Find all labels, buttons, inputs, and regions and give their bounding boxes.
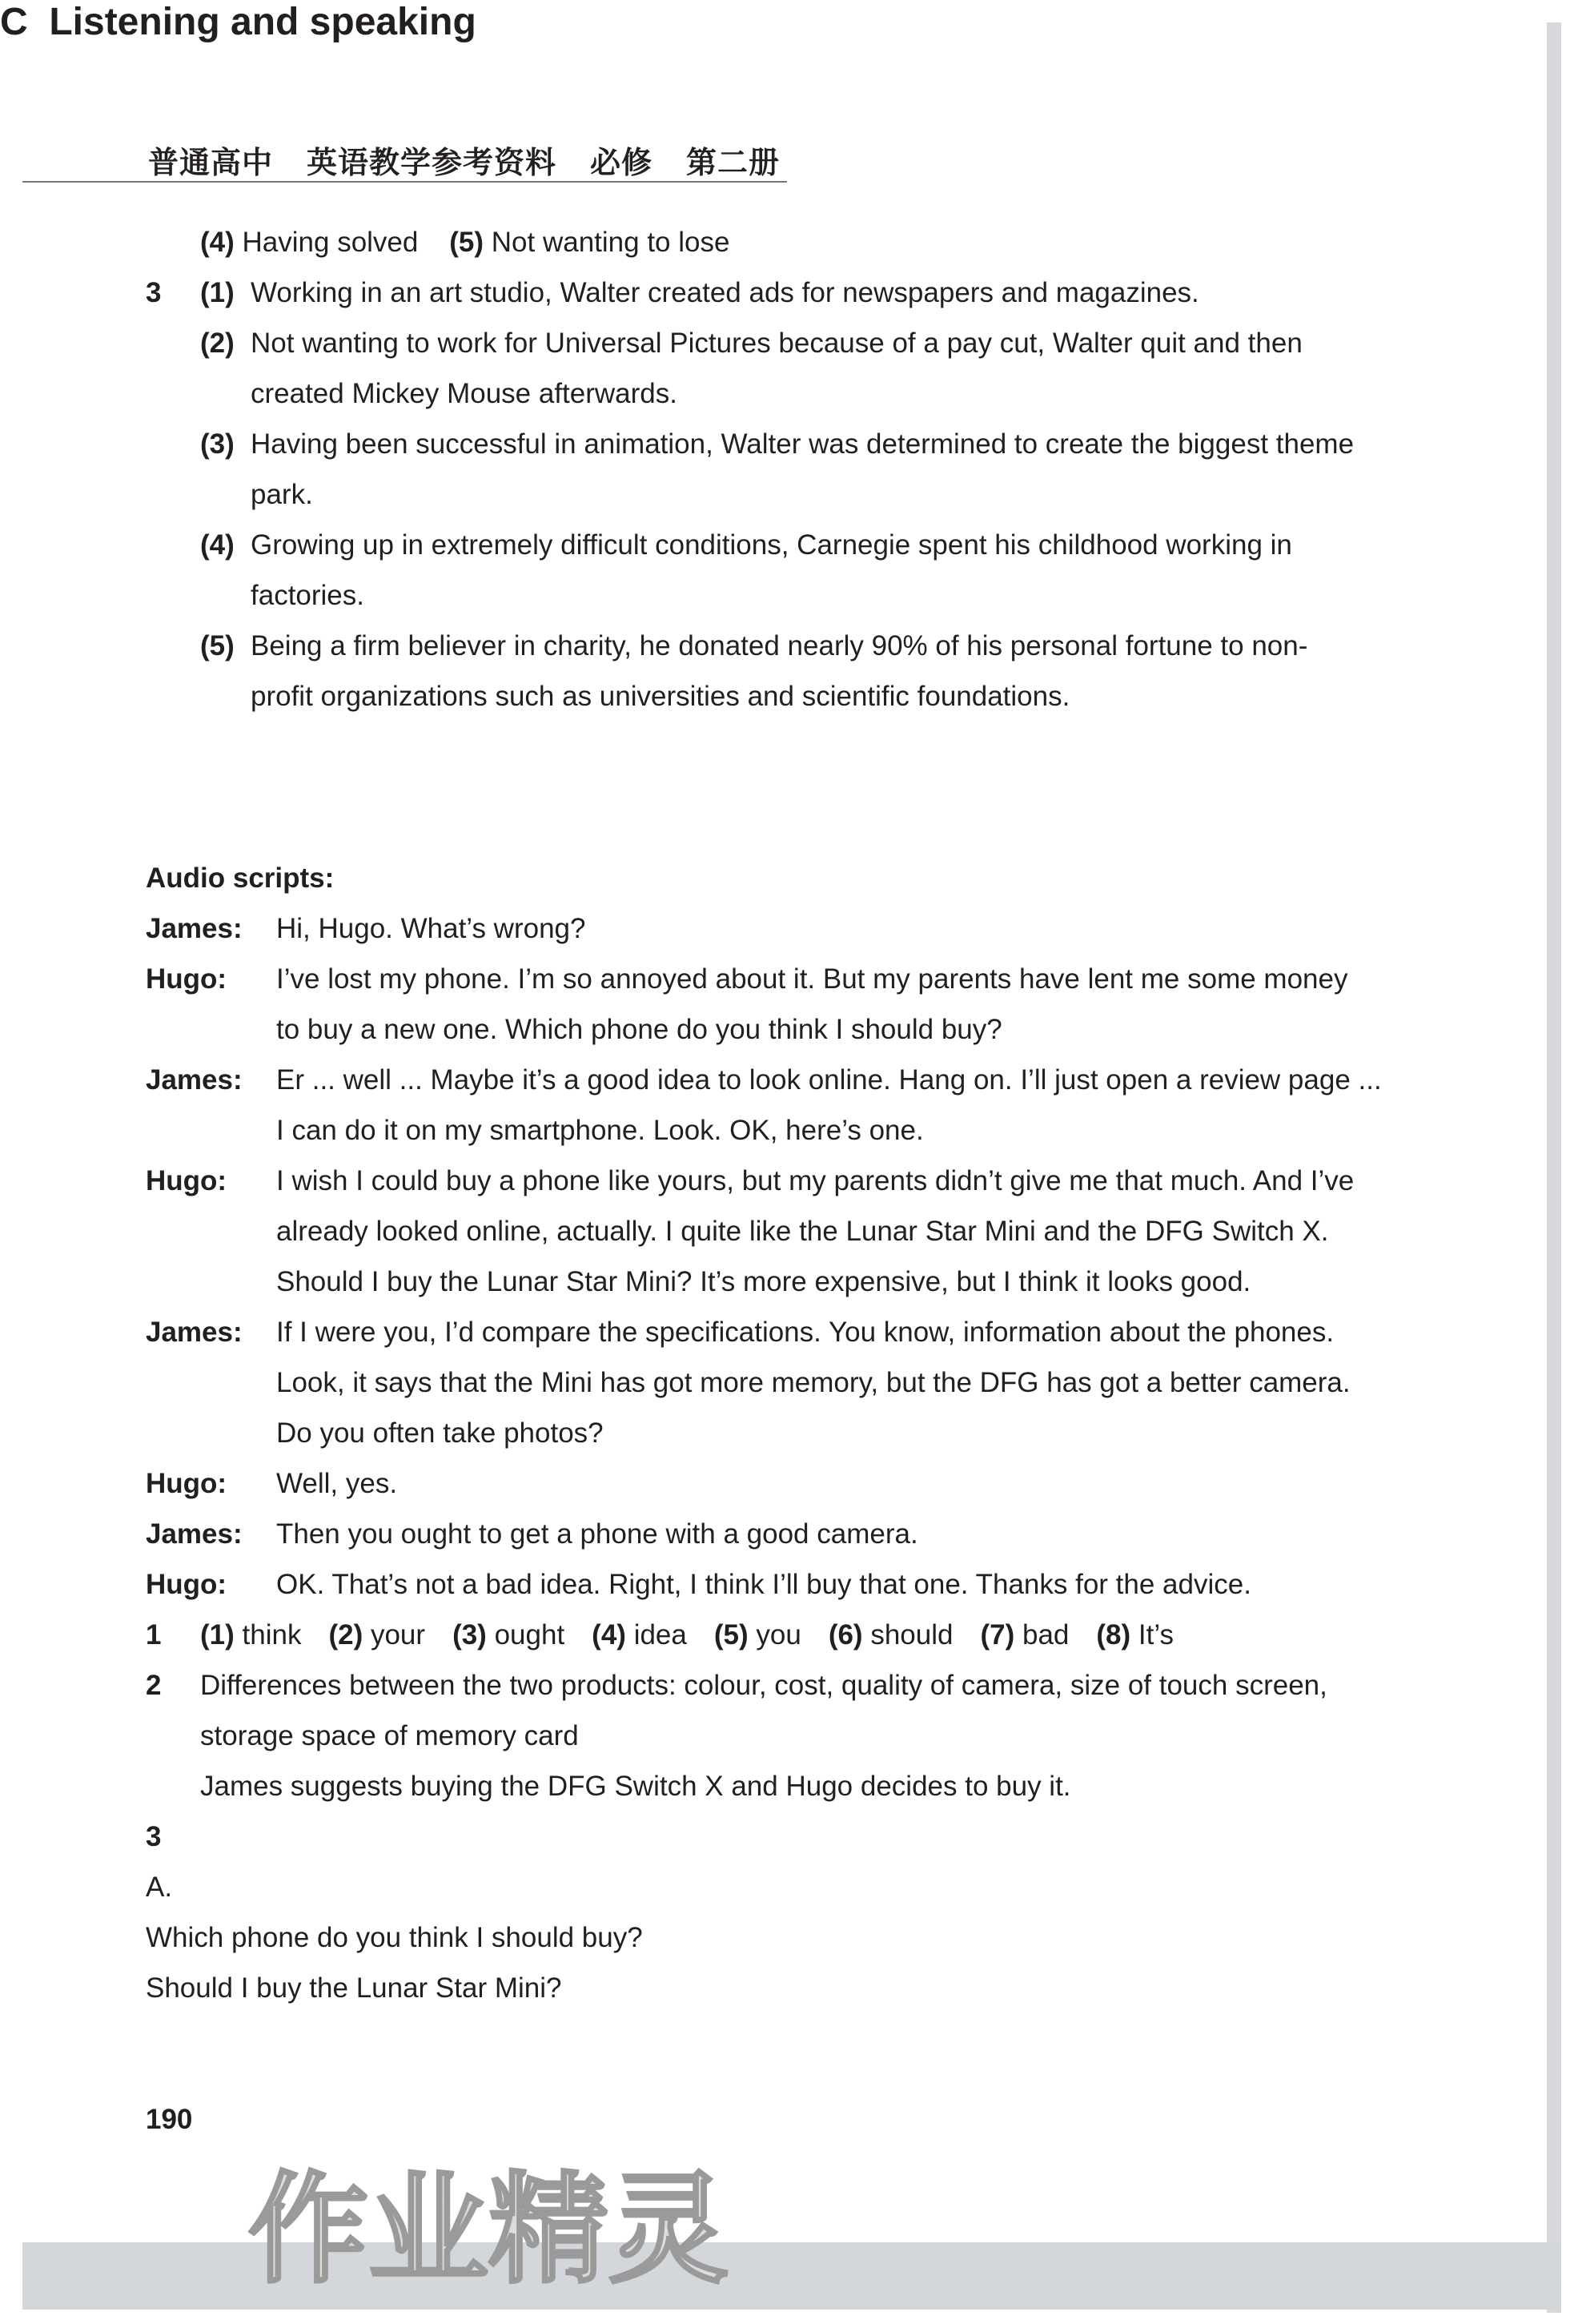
header-part: 第二册: [686, 144, 781, 180]
text: park.: [251, 479, 313, 510]
item-label: (4): [592, 1619, 626, 1651]
dialogue-line: [276, 1509, 918, 1559]
item-label: (6): [828, 1619, 863, 1651]
speaker: Hugo:: [146, 963, 227, 995]
header-rule: [22, 181, 787, 183]
item-label: (5): [449, 227, 484, 258]
answer-line: [251, 520, 1292, 570]
answer-line: [251, 419, 1354, 469]
text: Well, yes.: [276, 1468, 398, 1499]
text: A.: [146, 1872, 173, 1903]
text: I’ve lost my phone. I’m so annoyed about it. But my parents have lent me some money: [276, 963, 1348, 995]
answer-line: [251, 368, 677, 419]
speaker: [146, 903, 243, 954]
item-label: (1): [200, 277, 235, 308]
dialogue-line: [276, 1559, 1251, 1610]
exercise-number: [146, 1811, 161, 1862]
text: Which phone do you think I should buy?: [146, 1922, 643, 1953]
speaker: [146, 1458, 227, 1509]
text: Having solved: [242, 227, 419, 258]
exercise-number: 3: [146, 277, 162, 308]
dialogue-line: [276, 1105, 924, 1156]
item-label: (4): [200, 227, 235, 258]
item-label: (3): [452, 1619, 487, 1651]
answer: think: [242, 1619, 302, 1651]
text: James suggests buying the DFG Switch X and Hugo decides to buy it.: [200, 1771, 1071, 1802]
section-letter: C: [0, 1, 28, 43]
item-label: (5): [200, 630, 235, 661]
speaker: [146, 1055, 243, 1105]
answer-line: [251, 318, 1303, 368]
text: Should I buy the Lunar Star Mini?: [146, 1972, 562, 2004]
answer-row: [146, 1610, 1201, 1660]
item-label: (7): [980, 1619, 1015, 1651]
answer-line: [251, 621, 1307, 671]
text: Working in an art studio, Walter created ads for newspapers and magazines.: [251, 277, 1199, 308]
text: Differences between the two products: colour, cost, quality of camera, size of touch screen,: [200, 1670, 1327, 1701]
item-label: [200, 419, 235, 469]
header-part: 普通高中: [148, 144, 274, 180]
answer: ought: [494, 1619, 565, 1651]
answer: bad: [1022, 1619, 1070, 1651]
speaker: [146, 1307, 243, 1357]
text: Look, it says that the Mini has got more memory, but the DFG has got a better camera.: [276, 1367, 1351, 1398]
speaker: [146, 1509, 243, 1559]
speaker: James:: [146, 1064, 243, 1096]
item-label: (1): [200, 1619, 235, 1651]
exercise-number: [146, 267, 161, 318]
text: I can do it on my smartphone. Look. OK, here’s one.: [276, 1115, 924, 1146]
item-label: [200, 520, 235, 570]
answer: you: [756, 1619, 801, 1651]
item-label: [200, 267, 235, 318]
answer-line: [146, 1963, 561, 2013]
speaker: [146, 954, 227, 1004]
text: to buy a new one. Which phone do you think I should buy?: [276, 1014, 1002, 1045]
section-title: Listening and speaking: [49, 1, 476, 43]
exercise-number: 3: [146, 1821, 162, 1852]
exercise-number: [146, 1660, 161, 1711]
dialogue-line: [276, 1156, 1354, 1206]
item-label: (4): [200, 529, 235, 561]
exercise-number: 1: [146, 1619, 162, 1651]
dialogue-line: [276, 1004, 1002, 1055]
item-label: [200, 318, 235, 368]
text: factories.: [251, 580, 364, 611]
dialogue-line: [276, 1458, 397, 1509]
dialogue-line: [276, 1357, 1351, 1408]
item-label: (2): [328, 1619, 363, 1651]
answer-line: [251, 570, 364, 621]
speaker: [146, 1156, 227, 1206]
speaker: [146, 1559, 227, 1610]
answer-line: [200, 1761, 1071, 1811]
text: Having been successful in animation, Walter was determined to create the biggest theme: [251, 428, 1355, 460]
speaker: James:: [146, 913, 243, 944]
text: created Mickey Mouse afterwards.: [251, 378, 677, 409]
header-part: 英语教学参考资料: [307, 144, 557, 180]
item-label: (2): [200, 328, 235, 359]
subheading: [146, 853, 334, 903]
answer-line: [146, 1862, 172, 1912]
answer: your: [370, 1619, 426, 1651]
answer-line: [251, 469, 313, 520]
text: storage space of memory card: [200, 1720, 579, 1751]
page-number: 190: [146, 2104, 193, 2135]
answer-line: [146, 1912, 643, 1963]
answer-line: [200, 217, 729, 267]
text: already looked online, actually. I quite like the Lunar Star Mini and the DFG Switch X.: [276, 1216, 1329, 1247]
page-edge-shadow: [1547, 22, 1561, 2313]
dialogue-line: [276, 1307, 1334, 1357]
speaker: Hugo:: [146, 1165, 227, 1196]
text: If I were you, I’d compare the specifications. You know, information about the phones.: [276, 1317, 1335, 1348]
answer-line: [251, 267, 1199, 318]
exercise-number: 2: [146, 1670, 162, 1701]
text: I wish I could buy a phone like yours, but my parents didn’t give me that much. And I’ve: [276, 1165, 1355, 1196]
item-label: (5): [713, 1619, 749, 1651]
running-header: [148, 138, 813, 182]
speaker: Hugo:: [146, 1569, 227, 1600]
text: profit organizations such as universities and scientific foundations.: [251, 681, 1070, 712]
speaker: James:: [146, 1317, 243, 1348]
answer-line: [200, 1711, 579, 1761]
text: Being a firm believer in charity, he donated nearly 90% of his personal fortune to non-: [251, 630, 1308, 661]
text: Then you ought to get a phone with a good camera.: [276, 1518, 918, 1550]
answer-line: [200, 1660, 1327, 1711]
item-label: (3): [200, 428, 235, 460]
watermark: 作业精灵: [248, 2161, 729, 2300]
dialogue-line: [276, 1408, 604, 1458]
dialogue-line: [276, 1256, 1251, 1307]
dialogue-line: [276, 954, 1347, 1004]
speaker: Hugo:: [146, 1468, 227, 1499]
text: Not wanting to lose: [491, 227, 730, 258]
text: Growing up in extremely difficult conditions, Carnegie spent his childhood working in: [251, 529, 1292, 561]
text: Hi, Hugo. What’s wrong?: [276, 913, 586, 944]
subheading: Audio scripts:: [146, 862, 335, 894]
section-heading: [0, 0, 476, 44]
text: Should I buy the Lunar Star Mini? It’s more expensive, but I think it looks good.: [276, 1266, 1251, 1297]
dialogue-line: [276, 903, 585, 954]
answer: idea: [633, 1619, 687, 1651]
answer: It’s: [1138, 1619, 1174, 1651]
answer: should: [870, 1619, 954, 1651]
dialogue-line: [276, 1055, 1382, 1105]
page-number: [146, 2094, 192, 2145]
text: Er ... well ... Maybe it’s a good idea to look online. Hang on. I’ll just open a review page ...: [276, 1064, 1382, 1096]
text: OK. That’s not a bad idea. Right, I think I’ll buy that one. Thanks for the advice.: [276, 1569, 1251, 1600]
dialogue-line: [276, 1206, 1328, 1256]
item-label: (8): [1096, 1619, 1131, 1651]
answer-line: [251, 671, 1070, 722]
speaker: James:: [146, 1518, 243, 1550]
header-part: 必修: [590, 144, 653, 180]
text: Do you often take photos?: [276, 1417, 604, 1449]
item-label: [200, 621, 235, 671]
text: Not wanting to work for Universal Pictures because of a pay cut, Walter quit and then: [251, 328, 1303, 359]
